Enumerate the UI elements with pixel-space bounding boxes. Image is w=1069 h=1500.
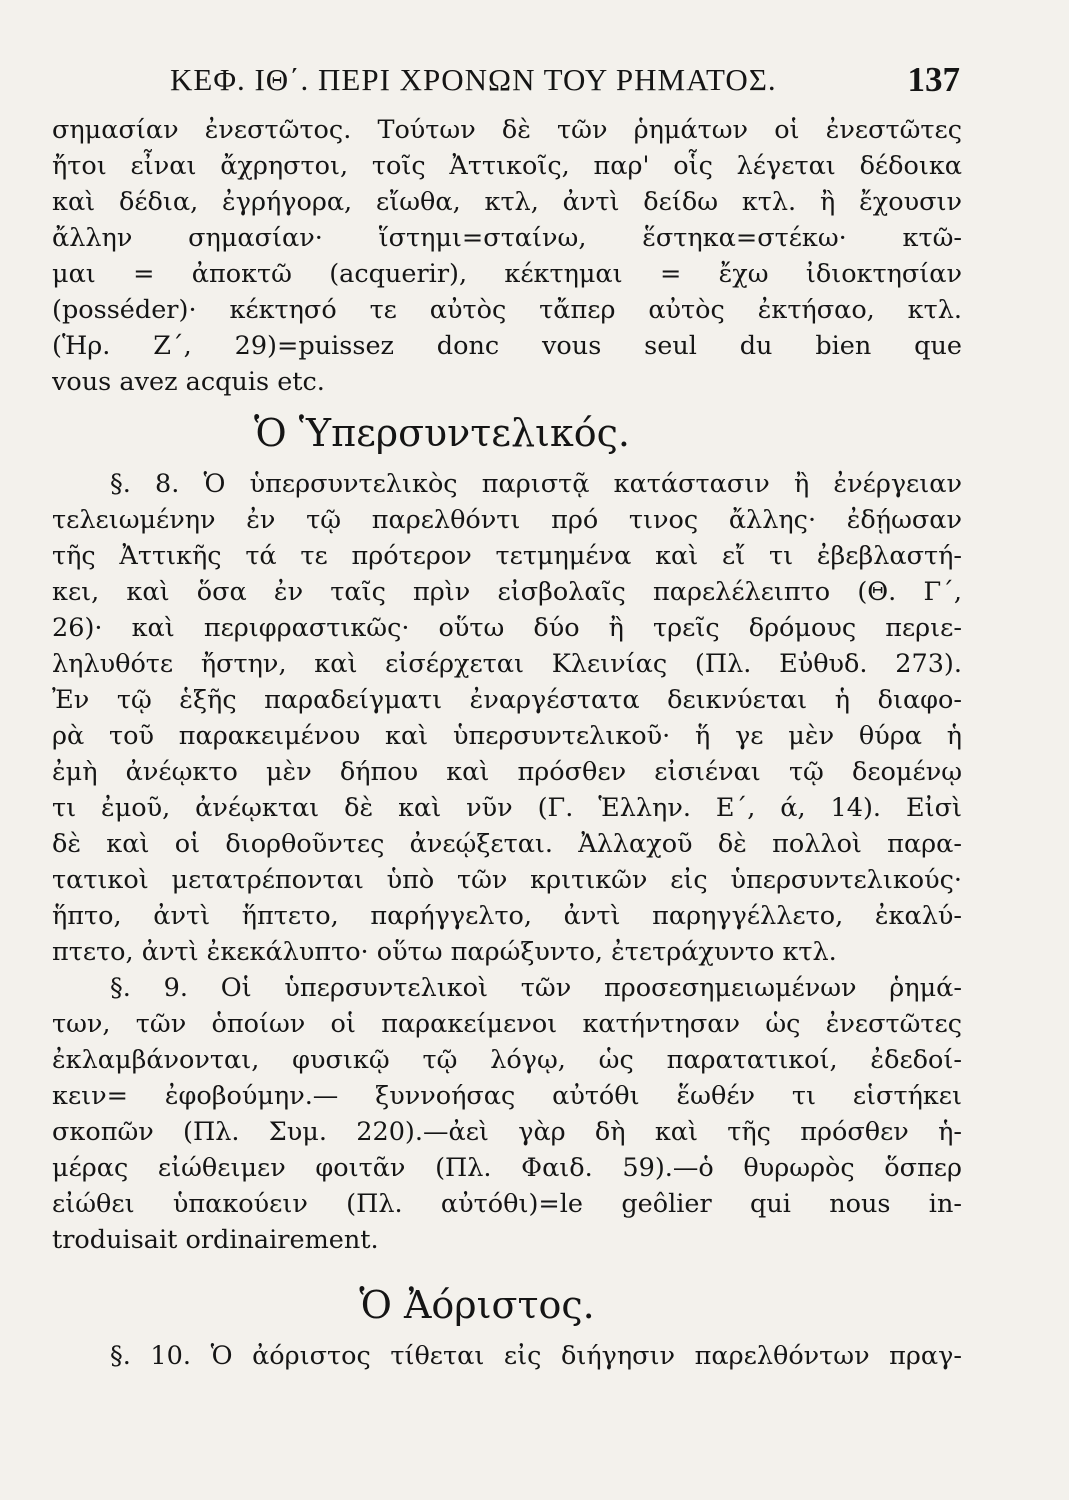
text-line: ἥπτο, ἀντὶ ἥπτετο, παρήγγελτο, ἀντὶ παρηγγέλλετο, ἐκαλύ- [52,901,962,931]
section-heading: Ὁ Ἀόριστος. [359,1283,595,1327]
text-line: τῆς Ἀττικῆς τά τε πρότερον τετμημένα καὶ εἴ τι ἐβεβλαστή- [52,541,962,571]
text-line: κειν= ἐφοβούμην.— ξυννοήσας αὐτόθι ἕωθέν τι εἱστήκει [52,1081,962,1111]
text-line: των, τῶν ὁποίων οἱ παρακείμενοι κατήντησαν ὡς ἐνεστῶτες [52,1009,962,1039]
page-number: 137 [907,60,960,99]
text-line: (Ἡρ. Ζ΄, 29)=puissez donc vous seul du bien que [52,331,962,361]
text-line: κει, καὶ ὅσα ἐν ταῖς πρὶν εἰσβολαῖς παρελέλειπτο (Θ. Γ΄, [52,577,962,607]
text-line: τατικοὶ μετατρέπονται ὑπὸ τῶν κριτικῶν εἰς ὑπερσυντελικούς· [52,865,962,895]
text-line: ἐμὴ ἀνέῳκτο μὲν δήπου καὶ πρόσθεν εἰσιέναι τῷ δεομένῳ [52,757,962,787]
text-line: πτετο, ἀντὶ ἐκεκάλυπτο· οὕτω παρώξυντο, ἐτετράχυντο κτλ. [52,937,837,967]
text-line: τι ἐμοῦ, ἀνέῳκται δὲ καὶ νῦν (Γ. Ἑλλην. Ε΄, ά, 14). Εἰσὶ [52,793,962,823]
text-line: ληλυθότε ἤστην, καὶ εἰσέρχεται Κλεινίας (Πλ. Εὐθυδ. 273). [52,649,962,679]
text-line: §. 10. Ὁ ἀόριστος τίθεται εἰς διήγησιν παρελθόντων πραγ- [110,1341,962,1371]
paragraph [52,112,962,400]
text-line: vous avez acquis etc. [52,367,325,397]
text-line: (posséder)· κέκτησό τε αὐτὸς τἄπερ αὐτὸς ἐκτήσαο, κτλ. [52,295,962,325]
paragraph [52,1338,962,1374]
text-line: ἄλλην σημασίαν· ἵστημι=σταίνω, ἕστηκα=στέκω· κτῶ- [52,223,962,253]
text-line: καὶ δέδια, ἐγρήγορα, εἴωθα, κτλ, ἀντὶ δείδω κτλ. ἢ ἔχουσιν [52,187,962,217]
body-text [52,112,962,1374]
text-line: §. 8. Ὁ ὑπερσυντελικὸς παριστᾷ κατάστασιν ἢ ἐνέργειαν [110,469,962,499]
text-line: δὲ καὶ οἱ διορθοῦντες ἀνεῴξεται. Ἀλλαχοῦ δὲ πολλοὶ παρα- [52,829,962,859]
paragraph [52,970,962,1258]
text-line: ἐκλαμβάνονται, φυσικῷ τῷ λόγῳ, ὡς παρατατικοί, ἐδεδοί- [52,1045,962,1075]
text-line: μαι = ἀποκτῶ (acquerir), κέκτημαι = ἔχω ἰδιοκτησίαν [52,259,962,289]
text-line: ρὰ τοῦ παρακειμένου καὶ ὑπερσυντελικοῦ· ἥ γε μὲν θύρα ἡ [52,721,962,751]
text-line: Ἐν τῷ ἑξῆς παραδείγματι ἐναργέστατα δεικνύεται ἡ διαφο- [52,685,962,715]
section-heading: Ὁ Ὑπερσυντελικός. [254,411,630,455]
text-line: εἰώθει ὑπακούειν (Πλ. αὐτόθι)=le geôlier qui nous in- [52,1189,962,1219]
text-line: §. 9. Οἱ ὑπερσυντελικοὶ τῶν προσεσημειωμένων ῥημά- [110,973,962,1003]
text-line: 26)· καὶ περιφραστικῶς· οὕτω δύο ἢ τρεῖς δρόμους περιε- [52,613,962,643]
text-line: ἤτοι εἶναι ἄχρηστοι, τοῖς Ἀττικοῖς, παρ' οἷς λέγεται δέδοικα [52,151,962,181]
text-line: σημασίαν ἐνεστῶτος. Τούτων δὲ τῶν ῥημάτων οἱ ἐνεστῶτες [52,115,962,145]
text-line: σκοπῶν (Πλ. Συμ. 220).—ἀεὶ γὰρ δὴ καὶ τῆς πρόσθεν ἡ- [52,1117,962,1147]
running-head: ΚΕΦ. ΙΘ΄. ΠΕΡΙ ΧΡΟΝΩΝ ΤΟΥ ΡΗΜΑΤΟΣ. [170,62,777,97]
page-header [170,62,960,102]
text-line: τελειωμένην ἐν τῷ παρελθόντι πρό τινος ἄλλης· ἐδῄωσαν [52,505,962,535]
paragraph [52,466,962,970]
text-line: μέρας εἰώθειμεν φοιτᾶν (Πλ. Φαιδ. 59).—ὁ θυρωρὸς ὅσπερ [52,1153,962,1183]
text-line: troduisait ordinairement. [52,1225,379,1255]
